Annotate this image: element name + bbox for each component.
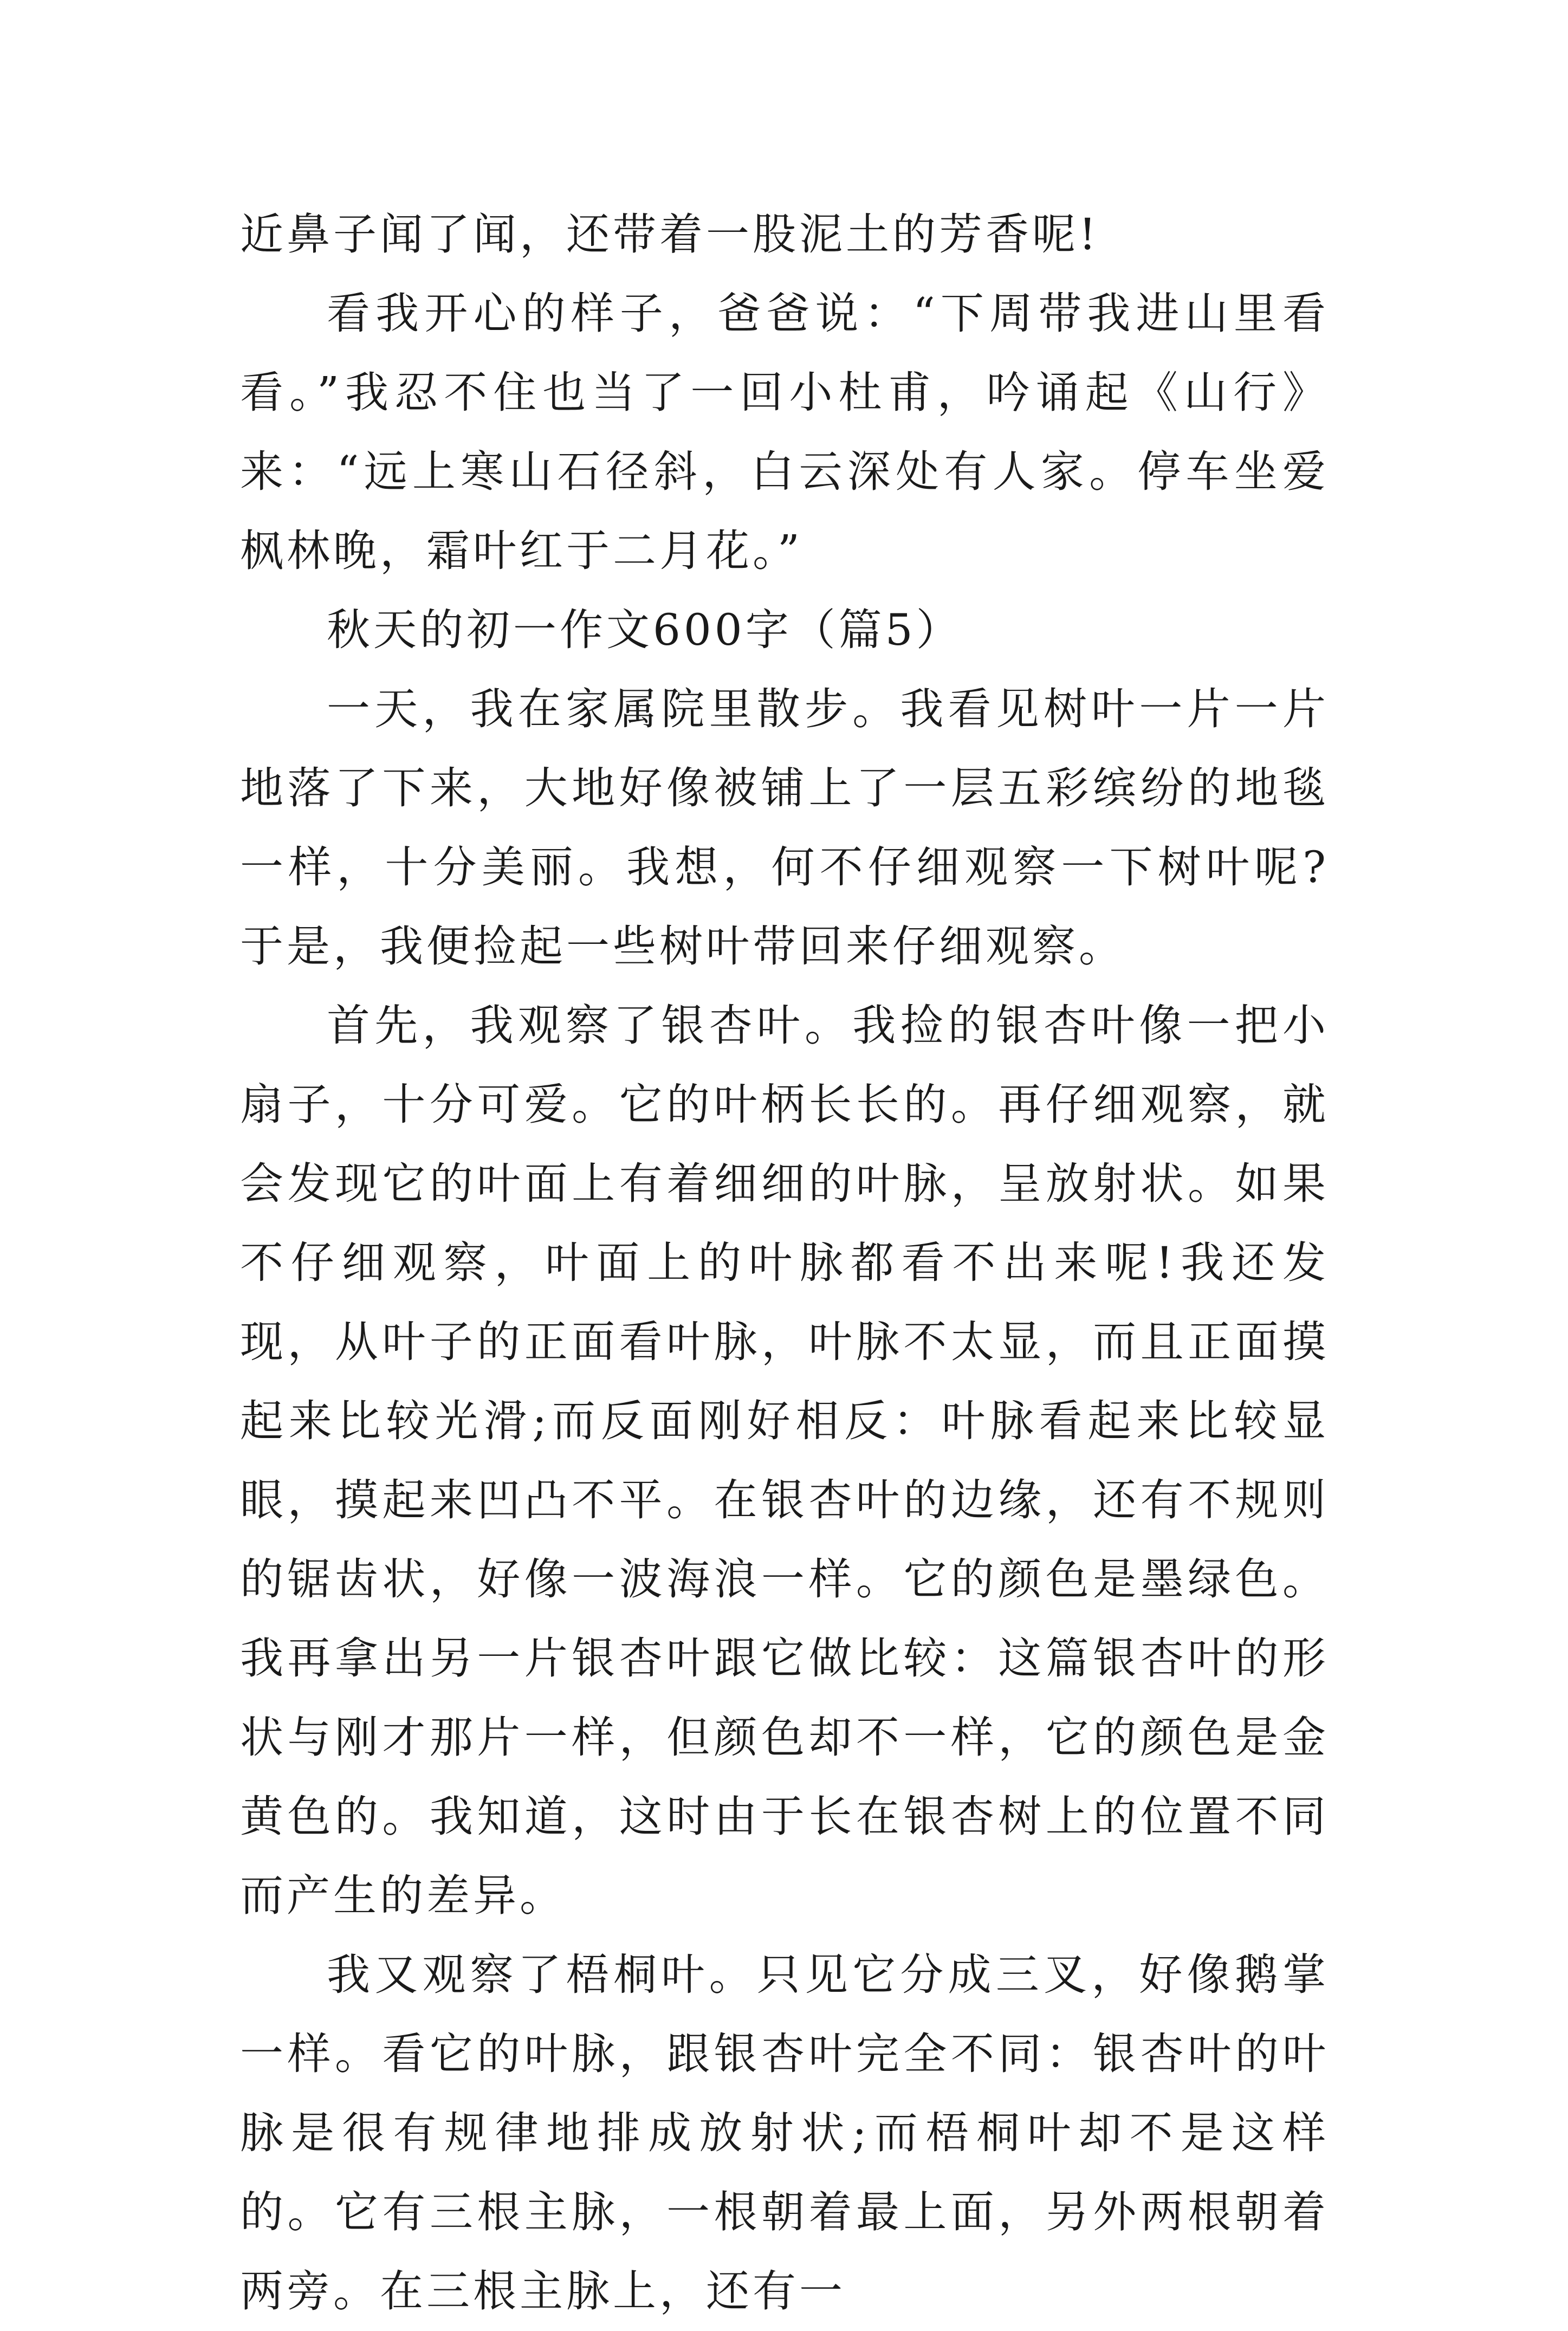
paragraph: 我又观察了梧桐叶。只见它分成三叉，好像鹅掌一样。看它的叶脉，跟银杏叶完全不同：银杏叶的叶脉是很有规律地排成放射状;而梧桐叶却不是这样的。它有三根主脉，一根朝着最上面，另外两根朝着两旁。在三根主脉上，还有一 — [240, 1950, 1329, 2316]
document-body — [240, 195, 1329, 2331]
section-heading: 秋天的初一作文600字（篇5） — [327, 605, 963, 655]
paragraph: 一天，我在家属院里散步。我看见树叶一片一片地落了下来，大地好像被铺上了一层五彩缤纷的地毯一样，十分美丽。我想，何不仔细观察一下树叶呢?于是，我便捡起一些树叶带回来仔细观察。 — [240, 684, 1329, 972]
paragraph: 首先，我观察了银杏叶。我捡的银杏叶像一把小扇子，十分可爱。它的叶柄长长的。再仔细观察，就会发现它的叶面上有着细细的叶脉，呈放射状。如果不仔细观察，叶面上的叶脉都看不出来呢!我还发现，从叶子的正面看叶脉，叶脉不太显，而且正面摸起来比较光滑;而反面刚好相反：叶脉看起来比较显眼，摸起来凹凸不平。在银杏叶的边缘，还有不规则的锯齿状，好像一波海浪一样。它的颜色是墨绿色。我再拿出另一片银杏叶跟它做比较：这篇银杏叶的形状与刚才那片一样，但颜色却不一样，它的颜色是金黄色的。我知道，这时由于长在银杏树上的位置不同而产生的差异。 — [240, 1000, 1329, 1921]
paragraph: 看我开心的样子，爸爸说：“下周带我进山里看看。”我忍不住也当了一回小杜甫，吟诵起《山行》来：“远上寒山石径斜，白云深处有人家。停车坐爱枫林晚，霜叶红于二月花。” — [240, 288, 1329, 576]
paragraph-continuation: 近鼻子闻了闻，还带着一股泥土的芳香呢! — [240, 209, 1100, 260]
